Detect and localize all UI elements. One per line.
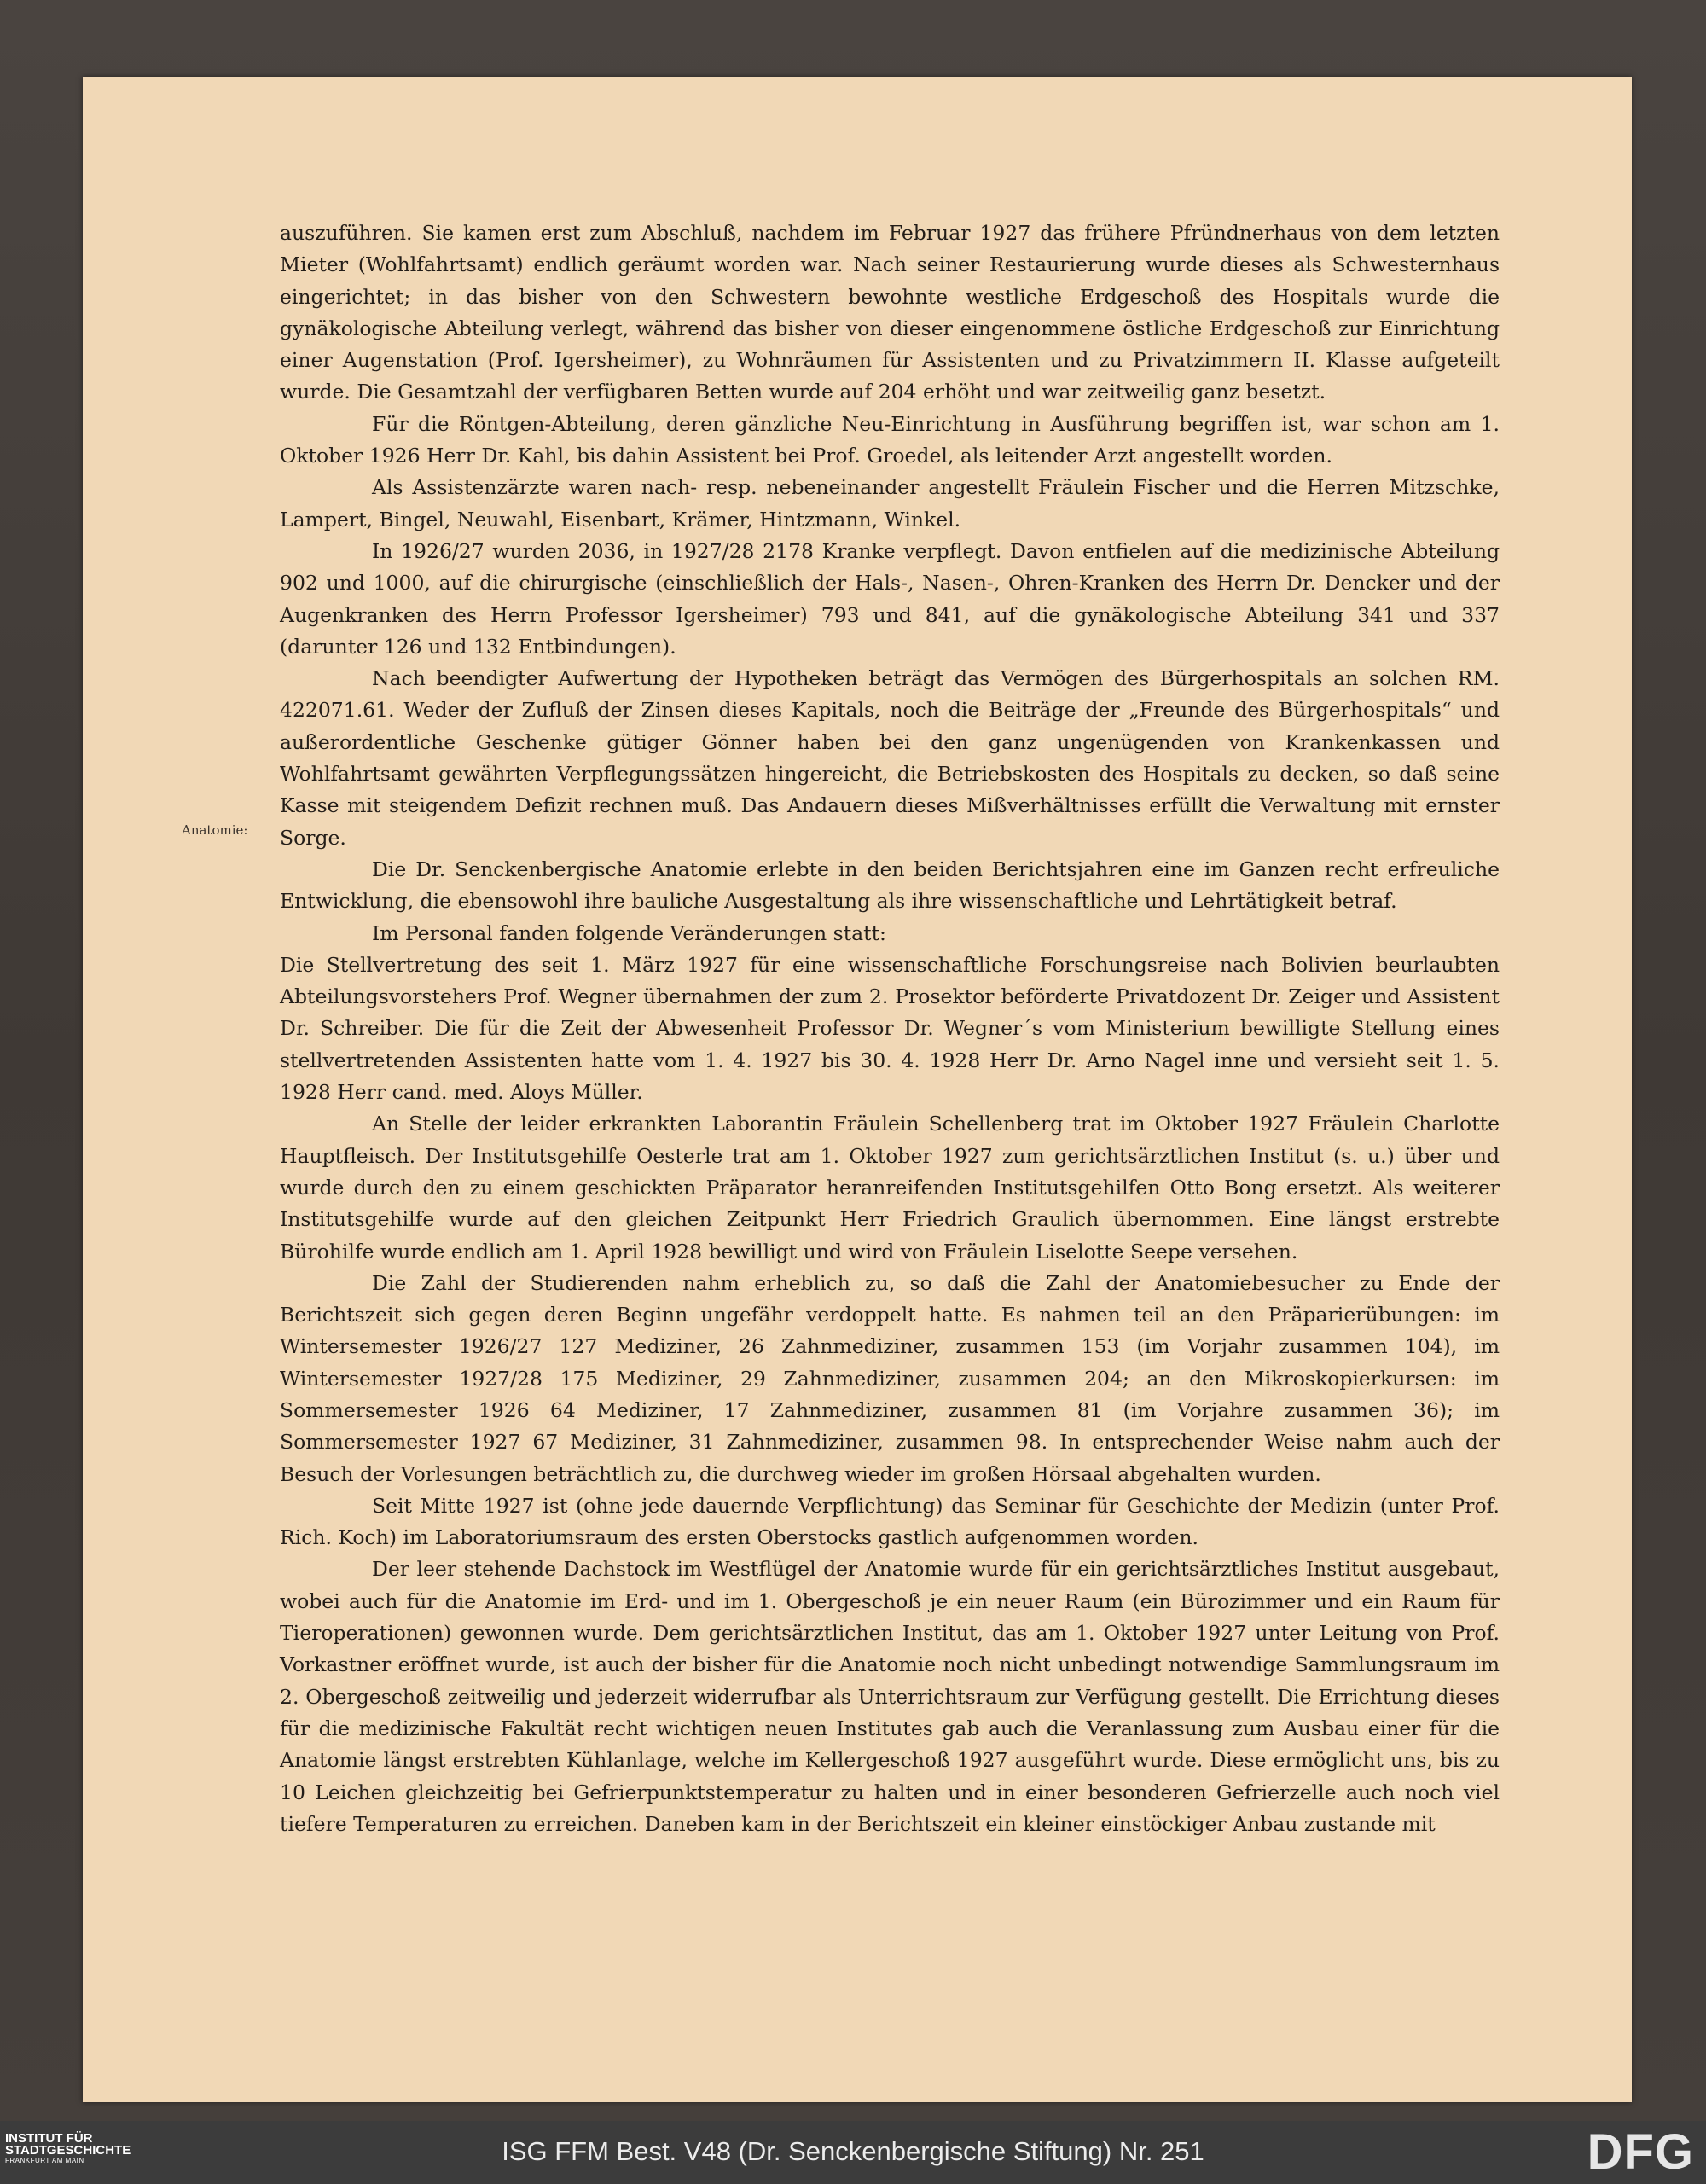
document-body bbox=[280, 218, 1500, 1840]
paragraph: An Stelle der leider erkrankten Laborantin Fräulein Schellenberg trat im Oktober 1927 Fräulein Charlotte Hauptfleisch. Der Institutsgehilfe Oesterle trat am 1. Oktober 1927 zum gerichtsärztlichen Institut (s. u.) über und wurde durch den zu einem geschickten Präparator heranreifenden Institutsgehilfen Otto Bong ersetzt. Als weiterer Institutsgehilfe wurde auf den gleichen Zeitpunkt Herr Friedrich Graulich übernommen. Eine längst erstrebte Bürohilfe wurde endlich am 1. April 1928 bewilligt und wird von Fräulein Liselotte Seepe versehen. bbox=[280, 1112, 1500, 1263]
paragraph: Seit Mitte 1927 ist (ohne jede dauernde Verpflichtung) das Seminar für Geschichte der Medizin (unter Prof. Rich. Koch) im Laboratoriumsraum des ersten Oberstocks gastlich aufgenommen worden. bbox=[280, 1493, 1500, 1550]
paragraph: Im Personal fanden folgende Veränderungen statt: bbox=[372, 921, 886, 945]
paragraph: Nach beendigter Aufwertung der Hypotheken beträgt das Vermögen des Bürgerhospitals an solchen RM. 422071.61. Weder der Zufluß der Zinsen dieses Kapitals, noch die Beiträge der „Freunde des Bürgerhospitals“ und außerordentliche Geschenke gütiger Gönner haben bei den ganz ungenügenden von Krankenkassen und Wohlfahrtsamt gewährten Verpflegungssätzen hingereicht, die Betriebskosten des Hospitals zu decken, so daß seine Kasse mit steigendem Defizit rechnen muß. Das Andauern dieses Mißverhältnisses erfüllt die Verwaltung mit ernster Sorge. bbox=[280, 666, 1500, 850]
logo-line: STADTGESCHICHTE bbox=[5, 2143, 131, 2158]
paragraph: Die Stellvertretung des seit 1. März 1927 für eine wissenschaftliche Forschungsreise nach Bolivien beurlaubten Abteilungsvorstehers Prof. Wegner übernahmen der zum 2. Prosektor beförderte Privatdozent Dr. Zeiger und Assistent Dr. Schreiber. Die für die Zeit der Abwesenheit Professor Dr. Wegner´s vom Ministerium bewilligte Stellung eines stellvertretenden Assistenten hatte vom 1. 4. 1927 bis 30. 4. 1928 Herr Dr. Arno Nagel inne und versieht seit 1. 5. 1928 Herr cand. med. Aloys Müller. bbox=[280, 952, 1500, 1105]
dfg-logo: DFG bbox=[1587, 2124, 1694, 2180]
paragraph: Der leer stehende Dachstock im Westflügel der Anatomie wurde für ein gerichtsärztliches Institut ausgebaut, wobei auch für die Anatomie im Erd- und im 1. Obergeschoß je ein neuer Raum (ein Bürozimmer und ein Raum für Tieroperationen) gewonnen wurde. Dem gerichtsärztlichen Institut, das am 1. Oktober 1927 unter Leitung von Prof. Vorkastner eröffnet wurde, ist auch der bisher für die Anatomie noch nicht unbedingt notwendige Sammlungsraum im 2. Obergeschoß zeitweilig und jederzeit widerrufbar als Unterrichtsraum zur Verfügung gestellt. Die Errichtung dieses für die medizinische Fakultät recht wichtigen neuen Institutes gab auch die Veranlassung zum Ausbau einer für die Anatomie längst erstrebten Kühlanlage, welche im Kellergeschoß 1927 ausgeführt wurde. Diese ermöglicht uns, bis zu 10 Leichen gleichzeitig bei Gefrierpunktstemperatur zu halten und in einer besonderen Gefrierzelle auch noch viel tiefere Temperaturen zu erreichen. Daneben kam in der Berichtszeit ein kleiner einstöckiger Anbau zustande mit bbox=[280, 1557, 1500, 1836]
footer-bar bbox=[0, 2121, 1706, 2184]
paragraph: Als Assistenzärzte waren nach- resp. nebeneinander angestellt Fräulein Fischer und die Herren Mitzschke, Lampert, Bingel, Neuwahl, Eisenbart, Krämer, Hintzmann, Winkel. bbox=[280, 475, 1500, 531]
paragraph: Die Zahl der Studierenden nahm erheblich zu, so daß die Zahl der Anatomiebesucher zu Ende der Berichtszeit sich gegen deren Beginn ungefähr verdoppelt hatte. Es nahmen teil an den Präparierübungen: im Wintersemester 1926/27 127 Mediziner, 26 Zahnmediziner, zusammen 153 (im Vorjahr zusammen 104), im Wintersemester 1927/28 175 Mediziner, 29 Zahnmediziner, zusammen 204; an den Mikroskopierkursen: im Sommersemester 1926 64 Mediziner, 17 Zahnmediziner, zusammen 81 (im Vorjahre zusammen 36); im Sommersemester 1927 67 Mediziner, 31 Zahnmediziner, zusammen 98. In entsprechender Weise nahm auch der Besuch der Vorlesungen beträchtlich zu, die durchweg wieder im großen Hörsaal abgehalten wurden. bbox=[280, 1270, 1500, 1486]
logo-subline: FRANKFURT AM MAIN bbox=[5, 2157, 84, 2164]
margin-note: Anatomie: bbox=[182, 822, 248, 838]
paragraph: Die Dr. Senckenbergische Anatomie erlebte in den beiden Berichtsjahren eine im Ganzen recht erfreuliche Entwicklung, die ebensowohl ihre bauliche Ausgestaltung als ihre wissenschaftliche und Lehrtätigkeit betraf. bbox=[280, 857, 1500, 914]
paragraph: auszuführen. Sie kamen erst zum Abschluß, nachdem im Februar 1927 das frühere Pfründnerhaus von dem letzten Mieter (Wohlfahrtsamt) endlich geräumt worden war. Nach seiner Restaurierung wurde dieses als Schwesternhaus eingerichtet; in das bisher von den Schwestern bewohnte westliche Erdgeschoß des Hospitals wurde die gynäkologische Abteilung verlegt, während das bisher von dieser eingenommene östliche Erdgeschoß zur Einrichtung einer Augenstation (Prof. Igersheimer), zu Wohnräumen für Assistenten und zu Privatzimmern II. Klasse aufgeteilt wurde. Die Gesamtzahl der verfügbaren Betten wurde auf 204 erhöht und war zeitweilig ganz besetzt. bbox=[280, 221, 1500, 404]
footer-caption: ISG FFM Best. V48 (Dr. Senckenbergische Stiftung) Nr. 251 bbox=[502, 2136, 1204, 2166]
paragraph: In 1926/27 wurden 2036, in 1927/28 2178 Kranke verpflegt. Davon entfielen auf die medizinische Abteilung 902 und 1000, auf die chirurgische (einschließlich der Hals-, Nasen-, Ohren-Kranken des Herrn Dr. Dencker und der Augenkranken des Herrn Professor Igersheimer) 793 und 841, auf die gynäkologische Abteilung 341 und 337 (darunter 126 und 132 Entbindungen). bbox=[280, 538, 1500, 659]
logo-line: INSTITUT FÜR bbox=[5, 2131, 93, 2146]
paragraph: Für die Röntgen-Abteilung, deren gänzliche Neu-Einrichtung in Ausführung begriffen ist, war schon am 1. Oktober 1926 Herr Dr. Kahl, bis dahin Assistent bei Prof. Groedel, als leitender Arzt angestellt worden. bbox=[280, 411, 1500, 468]
